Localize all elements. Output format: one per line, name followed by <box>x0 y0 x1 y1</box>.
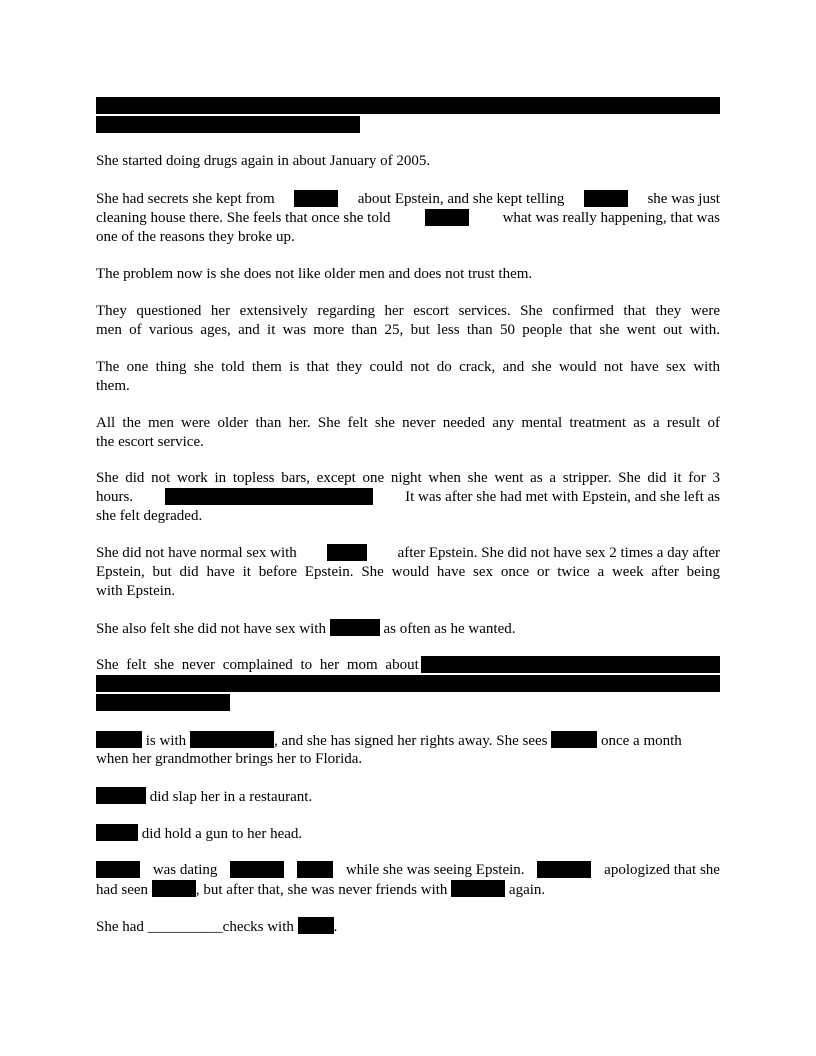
paragraph-crack <box>96 358 720 396</box>
redaction <box>230 861 284 878</box>
text-segment: men of various ages, and it was more than 25, but less than 50 people that she went out with. <box>96 322 720 338</box>
redaction <box>96 824 138 841</box>
text-segment: had seen <box>96 882 149 898</box>
text-segment: , but after that, she was never friends with <box>195 882 448 898</box>
text-line <box>96 209 720 228</box>
text-line: one of the reasons they broke up. <box>96 229 295 245</box>
text-line: the escort service. <box>96 434 204 450</box>
text-segment: She did not have normal sex with <box>96 545 297 561</box>
redaction-block <box>96 675 720 692</box>
text-segment: She felt she never complained to her mom about <box>96 657 419 673</box>
text-segment: Epstein, but did have it before Epstein. She would have sex once or twice a week after being <box>96 564 720 580</box>
redaction <box>421 656 720 673</box>
redaction <box>152 880 196 897</box>
text-segment: while she was seeing Epstein. <box>345 862 525 878</box>
text-segment: as often as he wanted. <box>383 621 516 637</box>
redaction <box>584 190 628 207</box>
redaction <box>425 209 469 226</box>
text-line <box>96 563 720 582</box>
paragraph-dating <box>96 861 720 899</box>
redaction <box>297 861 333 878</box>
paragraph-normal-sex <box>96 544 720 601</box>
paragraph-older-men <box>96 265 720 284</box>
text-line <box>96 358 720 377</box>
text-line <box>96 544 720 563</box>
paragraph-mental-treatment <box>96 414 720 452</box>
redaction <box>330 619 380 636</box>
redaction <box>327 544 367 561</box>
text-line: with Epstein. <box>96 583 176 599</box>
paragraph-escort-services <box>96 302 720 340</box>
text-segment: They questioned her extensively regarding her escort services. She confirmed that they were <box>96 303 720 319</box>
text-line: she felt degraded. <box>96 508 203 524</box>
redaction-block <box>96 694 230 711</box>
redaction <box>96 787 146 804</box>
text-line: when her grandmother brings her to Florida. <box>96 751 363 767</box>
text-segment: All the men were older than her. She felt she never needed any mental treatment as a result of <box>96 415 720 431</box>
text-segment: She also felt she did not have sex with <box>96 621 326 637</box>
paragraph-secrets <box>96 190 720 247</box>
paragraph-as-often <box>96 619 720 638</box>
paragraph-rights <box>96 731 720 769</box>
paragraph-drugs <box>96 152 720 171</box>
text-line <box>96 302 720 321</box>
text-line: The problem now is she does not like older men and does not trust them. <box>96 266 533 282</box>
text-segment: was dating <box>152 862 218 878</box>
text-line <box>96 619 720 638</box>
document-page <box>96 0 720 1056</box>
text-segment: about Epstein, and she kept telling <box>357 191 565 207</box>
text-line <box>96 414 720 433</box>
text-segment: . <box>333 919 338 935</box>
text-line <box>96 656 720 675</box>
text-line <box>96 861 720 880</box>
redaction <box>551 731 597 748</box>
redaction <box>190 731 274 748</box>
text-segment: what was really happening, that was <box>502 210 720 226</box>
text-segment: did hold a gun to her head. <box>141 826 303 842</box>
redaction <box>451 880 505 897</box>
text-line: She started doing drugs again in about January of 2005. <box>96 153 431 169</box>
text-segment: hours. <box>96 489 134 505</box>
text-segment: , and she has signed her rights away. She sees <box>273 733 548 749</box>
text-segment: She had secrets she kept from <box>96 191 275 207</box>
redaction <box>294 190 338 207</box>
text-segment: She did not work in topless bars, except one night when she went as a stripper. She did it for 3 <box>96 470 720 486</box>
text-line <box>96 321 720 340</box>
text-line <box>96 488 720 507</box>
text-segment: apologized that she <box>604 862 720 878</box>
text-line <box>96 787 720 806</box>
redaction <box>537 861 591 878</box>
paragraph-gun <box>96 824 720 843</box>
text-segment: It was after she had met with Epstein, and she left as <box>405 489 720 505</box>
redaction <box>96 861 140 878</box>
text-line <box>96 917 720 936</box>
text-line <box>96 190 720 209</box>
text-segment: again. <box>508 882 546 898</box>
text-segment: she was just <box>647 191 720 207</box>
paragraph-topless-bars <box>96 469 720 526</box>
text-segment: after Epstein. She did not have sex 2 times a day after <box>397 545 720 561</box>
text-line <box>96 824 720 843</box>
paragraph-complained <box>96 656 720 675</box>
paragraph-checks <box>96 917 720 936</box>
text-segment: She had __________checks with <box>96 919 294 935</box>
redaction <box>96 731 142 748</box>
redaction <box>298 917 334 934</box>
paragraph-slap <box>96 787 720 806</box>
text-segment: The one thing she told them is that they could not do crack, and she would not have sex with <box>96 359 720 375</box>
text-segment: is with <box>145 733 187 749</box>
text-line: them. <box>96 378 130 394</box>
text-line <box>96 880 720 899</box>
text-segment: did slap her in a restaurant. <box>149 789 313 805</box>
redaction <box>165 488 373 505</box>
text-segment: cleaning house there. She feels that once she told <box>96 210 391 226</box>
text-line <box>96 731 720 750</box>
text-segment: once a month <box>600 733 682 749</box>
text-line <box>96 469 720 488</box>
